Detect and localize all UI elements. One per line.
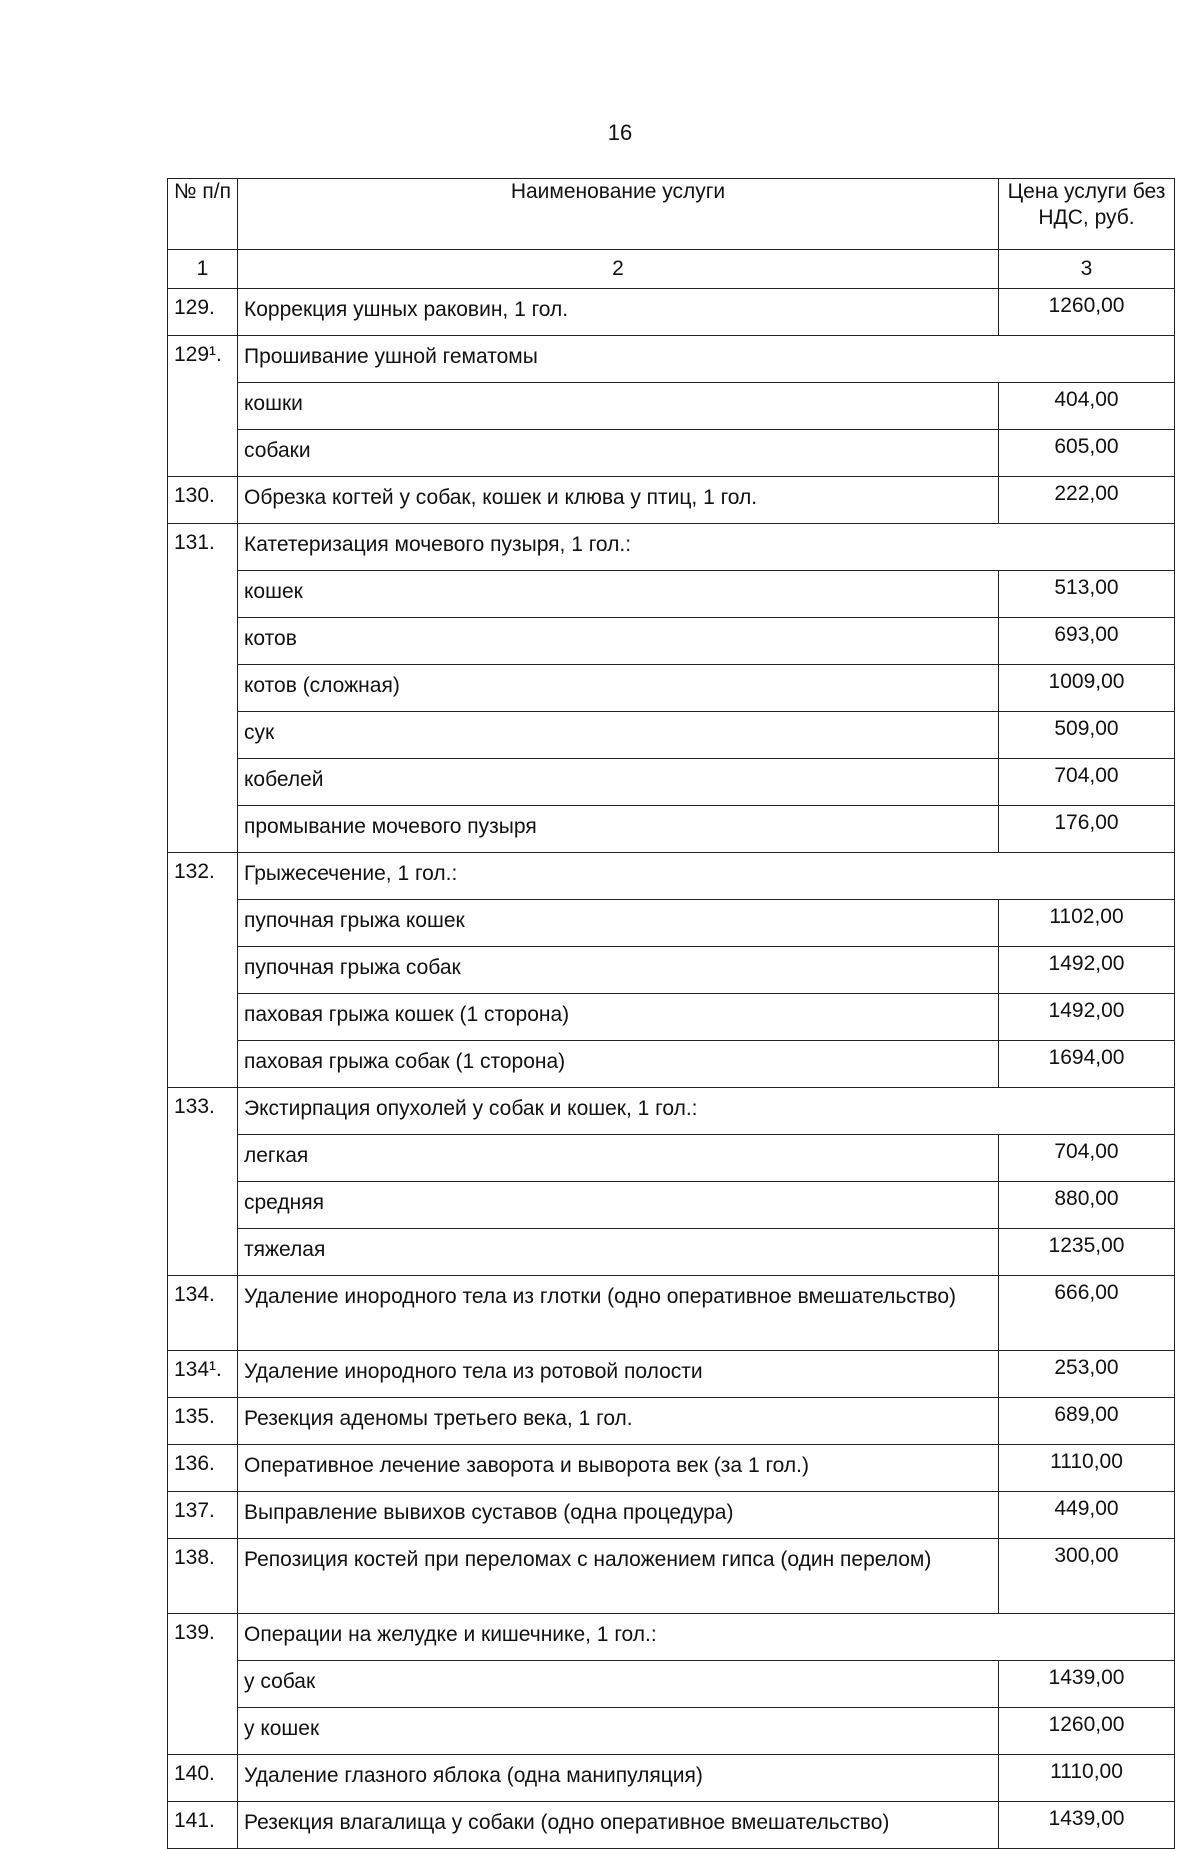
row-number: 130.: [168, 477, 238, 524]
service-name: у кошек: [238, 1708, 999, 1755]
service-price: 1694,00: [999, 1041, 1175, 1088]
service-name: Удаление глазного яблока (одна манипуляция): [238, 1755, 999, 1802]
service-price: 513,00: [999, 571, 1175, 618]
table-row: [168, 806, 1175, 853]
row-number: 140.: [168, 1755, 238, 1802]
service-name: Катетеризация мочевого пузыря, 1 гол.:: [238, 524, 1175, 571]
service-price: 176,00: [999, 806, 1175, 853]
table-row: [168, 900, 1175, 947]
service-price: 1009,00: [999, 665, 1175, 712]
row-number: 129¹.: [168, 336, 238, 477]
table-row: [168, 477, 1175, 524]
row-number: 134¹.: [168, 1351, 238, 1398]
service-name: Удаление инородного тела из глотки (одно оперативное вмешательство): [238, 1276, 999, 1351]
header-number: № п/п: [168, 179, 238, 250]
table-row: [168, 430, 1175, 477]
row-number: 134.: [168, 1276, 238, 1351]
row-number: 138.: [168, 1539, 238, 1614]
service-price: 1492,00: [999, 994, 1175, 1041]
row-number: 141.: [168, 1802, 238, 1849]
table-header-row: [168, 179, 1175, 250]
column-index-row: [168, 250, 1175, 289]
row-number: 133.: [168, 1088, 238, 1276]
table-row: [168, 1398, 1175, 1445]
table-row: [168, 1802, 1175, 1849]
table-row: [168, 759, 1175, 806]
service-price: 1260,00: [999, 1708, 1175, 1755]
service-name: Экстирпация опухолей у собак и кошек, 1 гол.:: [238, 1088, 1175, 1135]
row-number: 139.: [168, 1614, 238, 1755]
table-row: [168, 1539, 1175, 1614]
service-price: 689,00: [999, 1398, 1175, 1445]
table-row: [168, 1614, 1175, 1661]
service-name: паховая грыжа собак (1 сторона): [238, 1041, 999, 1088]
service-price: 693,00: [999, 618, 1175, 665]
service-price: 1102,00: [999, 900, 1175, 947]
page-number: 16: [607, 120, 633, 145]
service-name: промывание мочевого пузыря: [238, 806, 999, 853]
column-index: 3: [999, 250, 1175, 289]
price-table: [167, 178, 1175, 1849]
service-name: Удаление инородного тела из ротовой полости: [238, 1351, 999, 1398]
table-row: [168, 524, 1175, 571]
table-row: [168, 336, 1175, 383]
service-name: Оперативное лечение заворота и выворота век (за 1 гол.): [238, 1445, 999, 1492]
service-name: котов (сложная): [238, 665, 999, 712]
service-name: сук: [238, 712, 999, 759]
service-name: кобелей: [238, 759, 999, 806]
column-index: 2: [238, 250, 999, 289]
service-name: Обрезка когтей у собак, кошек и клюва у птиц, 1 гол.: [238, 477, 999, 524]
table-row: [168, 1755, 1175, 1802]
service-price: 509,00: [999, 712, 1175, 759]
table-row: [168, 1492, 1175, 1539]
service-name: Грыжесечение, 1 гол.:: [238, 853, 1175, 900]
service-name: Прошивание ушной гематомы: [238, 336, 1175, 383]
service-name: паховая грыжа кошек (1 сторона): [238, 994, 999, 1041]
service-price: 253,00: [999, 1351, 1175, 1398]
table-row: [168, 1041, 1175, 1088]
row-number: 132.: [168, 853, 238, 1088]
table-row: [168, 853, 1175, 900]
service-price: 1260,00: [999, 289, 1175, 336]
service-price: 222,00: [999, 477, 1175, 524]
service-price: 449,00: [999, 1492, 1175, 1539]
row-number: 131.: [168, 524, 238, 853]
service-name: пупочная грыжа кошек: [238, 900, 999, 947]
table-row: [168, 1135, 1175, 1182]
table-row: [168, 1182, 1175, 1229]
service-price: 704,00: [999, 759, 1175, 806]
service-name: кошек: [238, 571, 999, 618]
table-row: [168, 712, 1175, 759]
service-name: легкая: [238, 1135, 999, 1182]
row-number: 137.: [168, 1492, 238, 1539]
service-name: тяжелая: [238, 1229, 999, 1276]
table-row: [168, 665, 1175, 712]
table-row: [168, 618, 1175, 665]
table-row: [168, 1661, 1175, 1708]
service-price: 1110,00: [999, 1445, 1175, 1492]
service-name: собаки: [238, 430, 999, 477]
service-name: котов: [238, 618, 999, 665]
service-price: 300,00: [999, 1539, 1175, 1614]
table-row: [168, 1088, 1175, 1135]
table-body: [168, 289, 1175, 1849]
table-row: [168, 994, 1175, 1041]
table-row: [168, 1445, 1175, 1492]
table-row: [168, 383, 1175, 430]
table-row: [168, 947, 1175, 994]
service-price: 404,00: [999, 383, 1175, 430]
table-row: [168, 571, 1175, 618]
service-price: 704,00: [999, 1135, 1175, 1182]
column-index: 1: [168, 250, 238, 289]
table-row: [168, 289, 1175, 336]
service-name: пупочная грыжа собак: [238, 947, 999, 994]
service-name: Выправление вывихов суставов (одна процедура): [238, 1492, 999, 1539]
table-row: [168, 1351, 1175, 1398]
service-price: 605,00: [999, 430, 1175, 477]
service-name: у собак: [238, 1661, 999, 1708]
service-name: кошки: [238, 383, 999, 430]
header-price: Цена услуги без НДС, руб.: [999, 179, 1175, 250]
table-row: [168, 1276, 1175, 1351]
service-price: 880,00: [999, 1182, 1175, 1229]
row-number: 136.: [168, 1445, 238, 1492]
service-price: 1492,00: [999, 947, 1175, 994]
service-price: 1235,00: [999, 1229, 1175, 1276]
service-name: Резекция влагалища у собаки (одно оперативное вмешательство): [238, 1802, 999, 1849]
service-price: 666,00: [999, 1276, 1175, 1351]
service-name: Резекция аденомы третьего века, 1 гол.: [238, 1398, 999, 1445]
service-name: Репозиция костей при переломах с наложением гипса (один перелом): [238, 1539, 999, 1614]
table-row: [168, 1229, 1175, 1276]
service-price: 1439,00: [999, 1802, 1175, 1849]
service-price: 1110,00: [999, 1755, 1175, 1802]
header-name: Наименование услуги: [238, 179, 999, 250]
row-number: 135.: [168, 1398, 238, 1445]
table-row: [168, 1708, 1175, 1755]
service-name: Коррекция ушных раковин, 1 гол.: [238, 289, 999, 336]
service-price: 1439,00: [999, 1661, 1175, 1708]
service-name: Операции на желудке и кишечнике, 1 гол.:: [238, 1614, 1175, 1661]
row-number: 129.: [168, 289, 238, 336]
service-name: средняя: [238, 1182, 999, 1229]
